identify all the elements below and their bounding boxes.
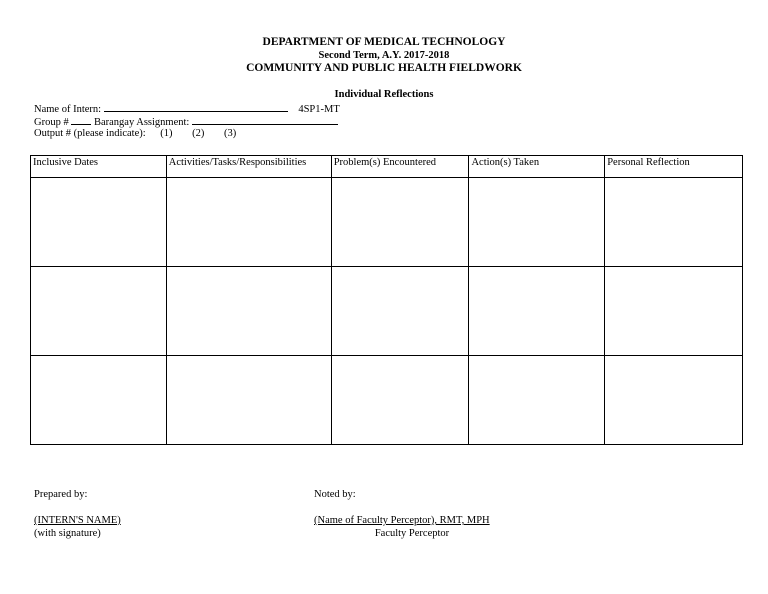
barangay-label: Barangay Assignment: [93, 117, 190, 128]
table-cell[interactable] [605, 267, 743, 356]
group-label: Group # [34, 117, 69, 128]
department-title: DEPARTMENT OF MEDICAL TECHNOLOGY [262, 36, 506, 48]
group-blank[interactable] [71, 115, 91, 125]
table-cell[interactable] [166, 178, 331, 267]
table-row [31, 178, 743, 267]
table-row [31, 356, 743, 445]
output-label: Output # (please indicate): [34, 128, 146, 139]
table-cell[interactable] [469, 267, 605, 356]
intern-name-blank[interactable] [104, 102, 288, 112]
noted-by-label: Noted by: [314, 489, 356, 500]
table-cell[interactable] [166, 356, 331, 445]
perceptor-title: Faculty Perceptor [374, 528, 450, 539]
prepared-by-label: Prepared by: [34, 489, 88, 500]
output-row [34, 128, 236, 140]
output-option-2[interactable]: (2) [192, 128, 205, 139]
reflection-table [30, 155, 743, 445]
column-header-reflection: Personal Reflection [605, 156, 743, 178]
table-header-row [31, 156, 743, 178]
column-header-problems: Problem(s) Encountered [331, 156, 469, 178]
intern-name-label: Name of Intern: [34, 104, 102, 115]
output-option-1[interactable]: (1) [160, 128, 173, 139]
perceptor-signature-name: (Name of Faculty Perceptor), RMT, MPH [314, 515, 490, 526]
table-cell[interactable] [605, 178, 743, 267]
table-cell[interactable] [31, 267, 167, 356]
column-header-actions: Action(s) Taken [469, 156, 605, 178]
table-cell[interactable] [469, 356, 605, 445]
barangay-blank[interactable] [192, 115, 338, 125]
intern-signature-note: (with signature) [34, 528, 101, 539]
column-header-inclusive-dates: Inclusive Dates [31, 156, 167, 178]
table-cell[interactable] [331, 267, 469, 356]
table-cell[interactable] [331, 178, 469, 267]
intern-signature-name: (INTERN'S NAME) [34, 515, 121, 526]
program-title: COMMUNITY AND PUBLIC HEALTH FIELDWORK [246, 62, 522, 74]
column-header-activities: Activities/Tasks/Responsibilities [166, 156, 331, 178]
table-cell[interactable] [166, 267, 331, 356]
table-cell[interactable] [331, 356, 469, 445]
intern-name-row [34, 102, 340, 116]
table-row [31, 267, 743, 356]
group-row [34, 115, 338, 129]
table-cell[interactable] [31, 356, 167, 445]
table-cell[interactable] [31, 178, 167, 267]
term-subtitle: Second Term, A.Y. 2017-2018 [318, 50, 450, 61]
table-cell[interactable] [469, 178, 605, 267]
output-option-3[interactable]: (3) [224, 128, 237, 139]
table-cell[interactable] [605, 356, 743, 445]
form-title: Individual Reflections [334, 89, 434, 100]
section-code: 4SP1-MT [298, 104, 340, 115]
